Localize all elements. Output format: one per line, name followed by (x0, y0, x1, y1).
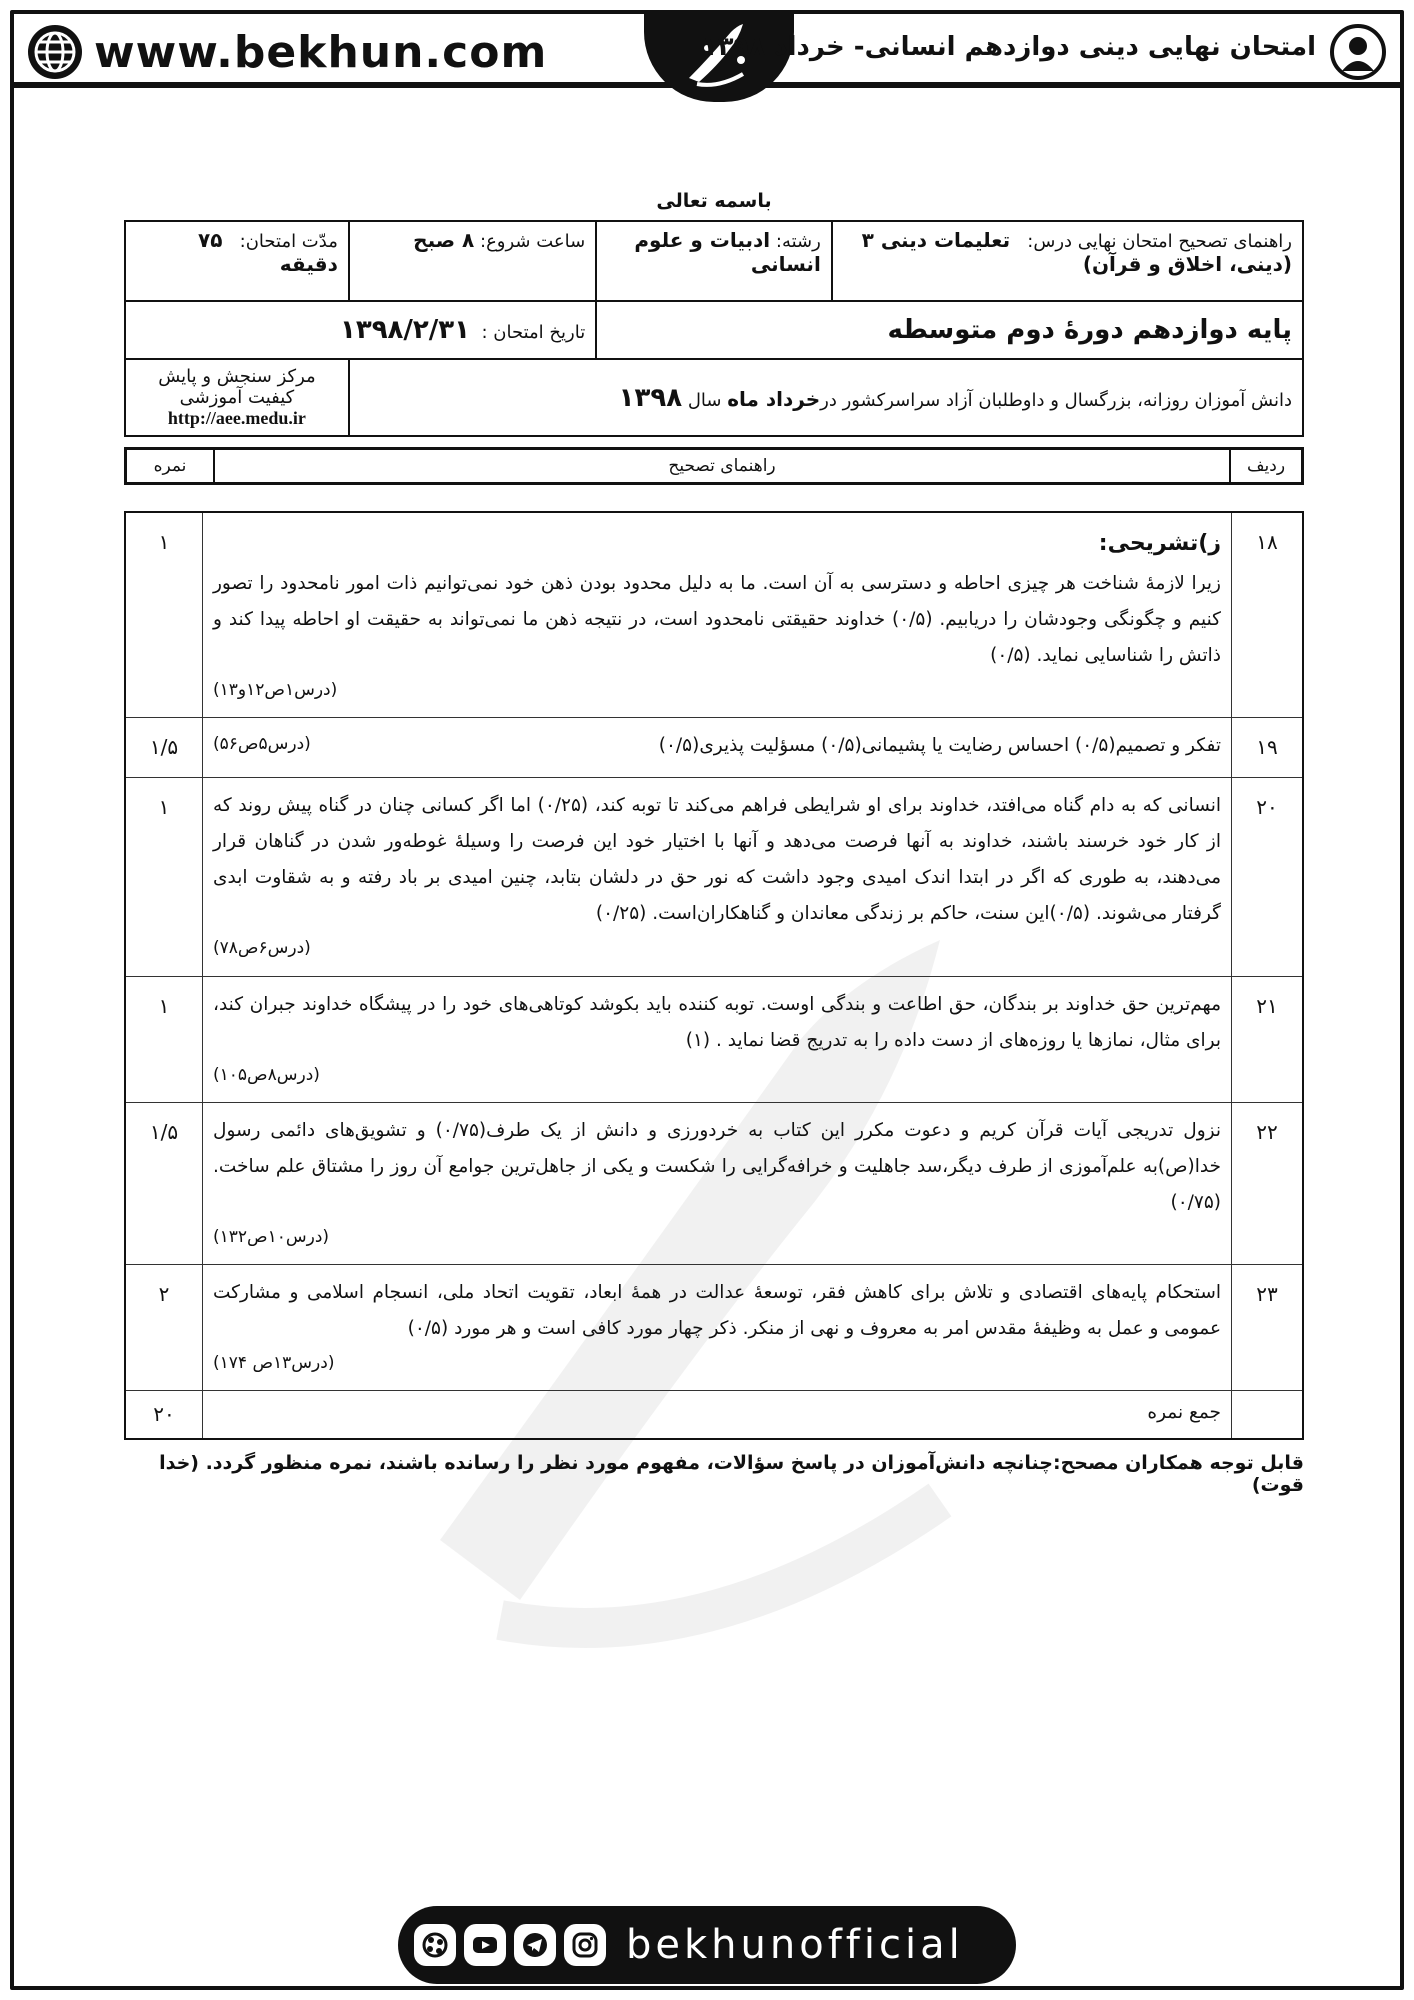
col-guide: راهنمای تصحیح (214, 449, 1230, 484)
social-handle[interactable]: bekhunofficial (626, 1922, 964, 1968)
answer-text (203, 718, 1232, 778)
answer-body: زیرا لازمهٔ شناخت هر چیزی احاطه و دسترسی به آن است. ما به دلیل محدود بودن ذهن خود نمی‌توانیم ذات امور نامحدود را تصور کنیم و چگونگی وجودشان را دریابیم. (۰/۵) خداوند حقیقتی نامحدود است، در نتیجه ذهن ما نمی‌تواند به حقیقت او احاطه پیدا کند و ذاتش را شناسایی نماید. (۰/۵) (213, 572, 1221, 667)
field-value: ادبیات و علوم انسانی (634, 228, 821, 276)
telegram-icon[interactable] (514, 1924, 556, 1966)
row-score: ۱/۵ (125, 718, 203, 778)
students-cell (349, 359, 1303, 436)
date-label: تاریخ امتحان : (481, 322, 586, 343)
row-number: ۱۸ (1232, 512, 1304, 718)
answer-reference: (درس۶ص۷۸) (213, 938, 311, 959)
aparat-icon[interactable] (414, 1924, 456, 1966)
globe-icon (28, 25, 82, 79)
answer-reference: (درس۱۳ص ۱۷۴) (213, 1353, 335, 1374)
answer-body: نزول تدریجی آیات قرآن کریم و دعوت مکرر این کتاب به خردورزی و دانش از یک طرف(۰/۷۵) و تشویق‌های دائمی رسول خدا(ص)به علم‌آموزی از طرف دیگر،سد جاهلیت و خرافه‌گرایی را شکست و یکی از جاهل‌ترین جوامع آن روز را مشتاق علم ساخت. (۰/۷۵) (213, 1119, 1221, 1213)
course-name: تعلیمات دینی ۳ (861, 228, 1011, 252)
row-number: ۲۳ (1232, 1265, 1304, 1391)
date-cell (125, 301, 596, 359)
row-number: ۲۱ (1232, 976, 1304, 1102)
answer-reference: (درس۸ص۱۰۵) (213, 1064, 320, 1085)
answer-row (125, 976, 1303, 1102)
row-score: ۱ (125, 512, 203, 718)
answer-reference: (درس۱۰ص۱۳۲) (213, 1227, 330, 1248)
total-row (125, 1391, 1303, 1440)
answer-text (203, 1102, 1232, 1264)
instagram-icon[interactable] (564, 1924, 606, 1966)
site-link[interactable] (28, 24, 547, 80)
row-score: ۱/۵ (125, 1102, 203, 1264)
date-value: ۱۳۹۸/۲/۳۱ (339, 315, 471, 345)
social-footer (398, 1906, 1016, 1984)
answer-text (203, 976, 1232, 1102)
center-cell (125, 359, 349, 436)
students-year: ۱۳۹۸ (618, 382, 683, 413)
center-url[interactable]: http://aee.medu.ir (167, 408, 306, 428)
answer-row (125, 512, 1303, 718)
students-prefix: دانش آموزان روزانه، بزرگسال و داوطلبان آزاد سراسرکشور در (820, 389, 1292, 411)
exam-info-table (124, 220, 1304, 437)
center-name: مرکز سنجش و پایش کیفیت آموزشی (158, 366, 316, 408)
answer-sheet (124, 190, 1304, 1496)
course-sub: (دینی، اخلاق و قرآن) (1082, 252, 1292, 276)
start-value: ۸ صبح (413, 228, 475, 252)
students-year-label: سال (687, 389, 722, 411)
answer-text (203, 1265, 1232, 1391)
answers-table (124, 511, 1304, 1440)
grade-cell (596, 301, 1303, 359)
row-number: ۲۲ (1232, 1102, 1304, 1264)
answer-body: تفکر و تصمیم(۰/۵) احساس رضایت یا پشیمانی(۰/۵) مسؤلیت پذیری(۰/۵) (658, 735, 1221, 757)
start-label: ساعت شروع: (480, 231, 586, 252)
course-cell (832, 221, 1303, 301)
grader-note: قابل توجه همکاران مصحح:چنانچه دانش‌آموزان در پاسخ سؤالات، مفهوم مورد نظر را رسانده باشند، نمره منظور گردد. (خدا قوت) (159, 1452, 1304, 1497)
answer-body: استحکام پایه‌های اقتصادی و تلاش برای کاهش فقر، توسعهٔ عدالت در همهٔ ابعاد، تقویت اتحاد ملی، انسجام اسلامی و مشارکت عمومی و عمل به وظیفهٔ مقدس امر به معروف و نهی از منکر. ذکر چهار مورد کافی است و هر مورد (۰/۵) (213, 1282, 1221, 1340)
exam-title: امتحان نهایی دینی دوازدهم انسانی- خرداد ۱۳۹۸ (701, 32, 1316, 62)
answer-reference: (درس۵ص۵۶) (213, 734, 311, 755)
youtube-icon[interactable] (464, 1924, 506, 1966)
section-heading: ز)تشریحی: (1098, 531, 1221, 556)
answer-row (125, 718, 1303, 778)
row-number: ۲۰ (1232, 778, 1304, 976)
field-label: رشته: (775, 231, 821, 252)
duration-value: ۷۵ دقیقه (198, 228, 338, 276)
total-empty (1232, 1391, 1304, 1440)
col-row: ردیف (1230, 449, 1303, 484)
duration-label: مدّت امتحان: (239, 231, 338, 252)
total-value: ۲۰ (125, 1391, 203, 1440)
total-label: جمع نمره (203, 1391, 1232, 1440)
answer-row (125, 778, 1303, 976)
row-score: ۱ (125, 976, 203, 1102)
answer-body: انسانی که به دام گناه می‌افتد، خداوند برای او شرایطی فراهم می‌کند تا توبه کند، (۰/۲۵) اما اگر کسانی چنان در گناه پیش روند که از کار خود خرسند باشند، خداوند به آنها فرصت می‌دهد و آنها با اختیار خود این فرصت را وسیلهٔ غوطه‌ور شدن در گناهان قرار می‌دهند، به طوری که اگر در ابتدا اندک امیدی وجود داشت که نور حق در دلشان بتابد، چنین امیدی بر باد رفته و به شقاوت ابدی گرفتار می‌شوند. (۰/۵)این سنت، حاکم بر زندگی معاندان و گناهکاران‌است. (۰/۲۵) (213, 795, 1222, 925)
column-header (124, 447, 1304, 485)
answer-text (203, 778, 1232, 976)
answer-text (203, 512, 1232, 718)
row-score: ۱ (125, 778, 203, 976)
row-number: ۱۹ (1232, 718, 1304, 778)
students-month: خرداد ماه (727, 386, 821, 411)
user-icon[interactable] (1330, 24, 1386, 80)
answer-body: مهم‌ترین حق خداوند بر بندگان، حق اطاعت و بندگی اوست. توبه کننده باید بکوشد کوتاهی‌های خود را در پیشگاه خداوند جبران کند، برای مثال، نمازها یا روزه‌های از دست داده را به تدریج قضا نماید . (۱) (213, 993, 1221, 1051)
col-score: نمره (153, 456, 187, 476)
site-url[interactable]: www.bekhun.com (94, 26, 548, 78)
start-cell (349, 221, 596, 301)
bismillah: باسمه تعالی (656, 190, 772, 212)
guide-prefix: راهنمای تصحیح امتحان نهایی درس: (1027, 231, 1292, 252)
answer-reference: (درس۱ص۱۲و۱۳) (213, 680, 338, 701)
answer-row (125, 1102, 1303, 1264)
duration-cell (125, 221, 349, 301)
grade-text: پایه دوازدهم دورهٔ دوم متوسطه (887, 315, 1292, 345)
top-bar (14, 14, 1400, 88)
answer-row (125, 1265, 1303, 1391)
field-cell (596, 221, 832, 301)
row-score: ۲ (125, 1265, 203, 1391)
